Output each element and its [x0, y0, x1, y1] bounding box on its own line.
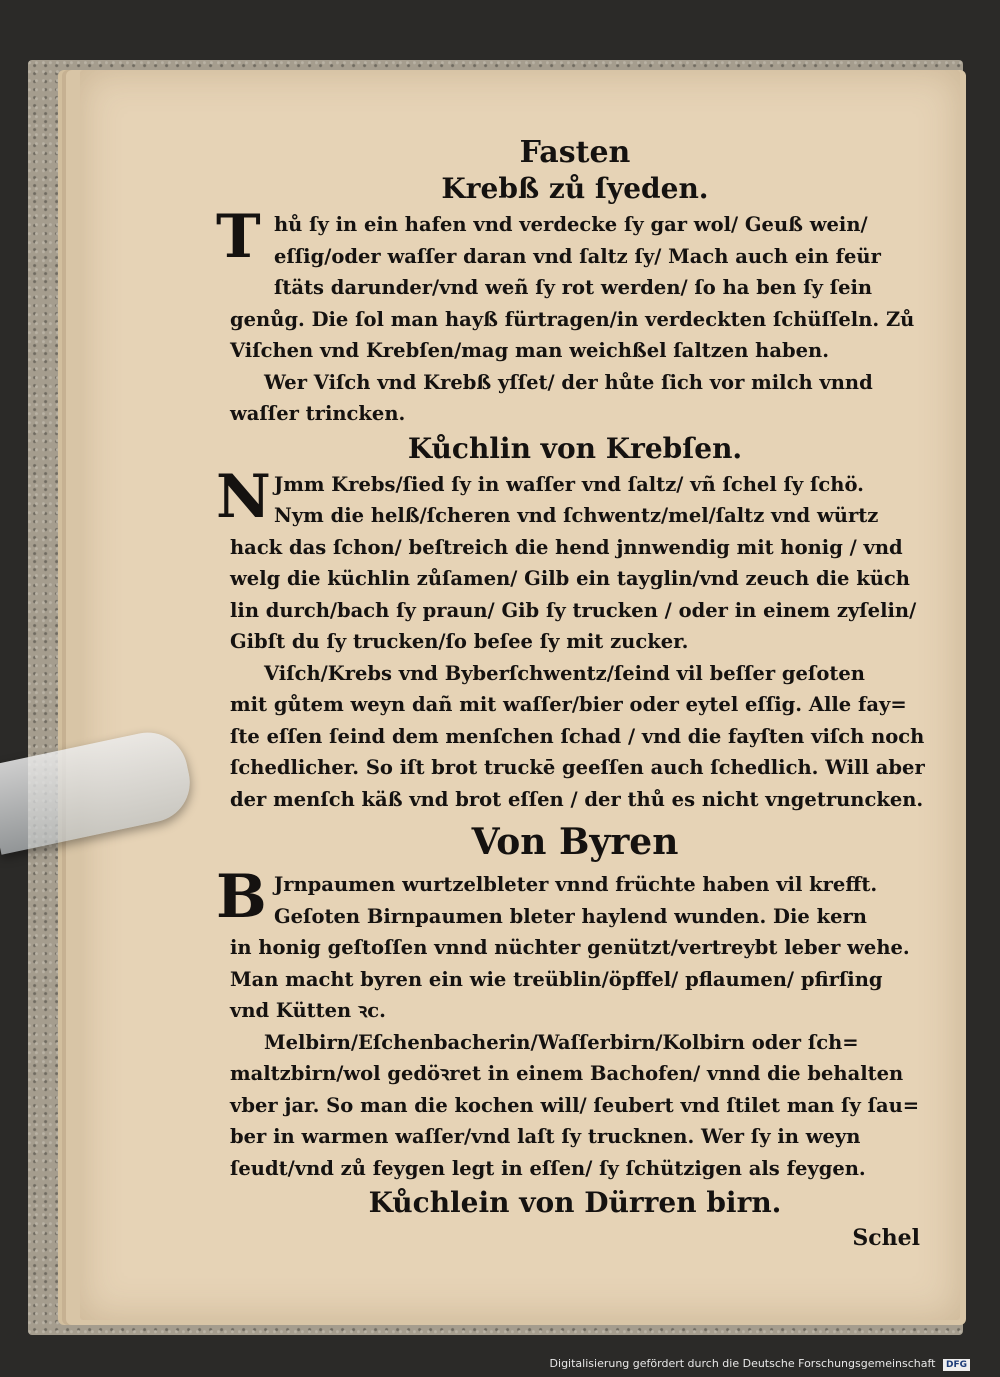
- text-line: welg die küchlin zůſamen/ Gilb ein tayglin/vnd zeuch die küch: [230, 567, 910, 590]
- dfg-logo: DFG: [943, 1359, 970, 1371]
- drop-capital: B: [216, 862, 267, 932]
- paragraph: [216, 862, 920, 1184]
- section-heading: Kůchlein von Dürren birn.: [368, 1186, 782, 1219]
- text-line: Geſoten Birnpaumen bleter haylend wunden. Die kern: [274, 904, 867, 928]
- text-line: Jrnpaumen wurtzelbleter vnnd früchte haben vil krefft.: [274, 873, 878, 896]
- text-line: eſſig/oder waſſer daran vnd ſaltz ſy/ Mach auch ein feür: [274, 244, 881, 268]
- text-line: maltzbirn/wol gedöꝛret in einem Bachofen/ vnnd die behalten: [230, 1062, 904, 1085]
- text-line: Melbirn/Eſchenbacherin/Waſſerbirn/Kolbirn oder ſch=: [264, 1030, 859, 1054]
- text-line: vber jar. So man die kochen will/ ſeubert vnd ſtilet man ſy ſau=: [230, 1093, 920, 1117]
- text-line: mit gůtem weyn dañ mit waſſer/bier oder eytel eſſig. Alle fay=: [230, 693, 907, 716]
- catchword: Schel: [852, 1225, 920, 1251]
- text-line: Viſchen vnd Krebſen/mag man weichßel ſaltzen haben.: [230, 339, 829, 362]
- text-line: Gibſt du ſy trucken/ſo beſee ſy mit zucker.: [230, 630, 689, 653]
- drop-capital: T: [216, 202, 261, 272]
- digitization-credit: [550, 1357, 970, 1371]
- section-heading: Krebß zů ſyeden.: [441, 172, 709, 205]
- page-text: [216, 135, 925, 1251]
- text-line: ſeudt/vnd zů feygen legt in eſſen/ ſy ſchützigen als feygen.: [230, 1156, 866, 1180]
- text-line: hack das ſchon/ beſtreich die hend jnnwendig mit honig / vnd: [230, 535, 903, 559]
- text-line: ſtäts darunder/vnd weñ ſy rot werden/ ſo ha ben ſy ſein: [274, 276, 873, 299]
- text-line: Viſch/Krebs vnd Byberſchwentz/ſeind vil beſſer geſoten: [264, 661, 865, 685]
- paragraph: [216, 202, 920, 430]
- text-line: hů ſy in ein hafen vnd verdecke ſy gar wol/ Geuß wein/: [274, 213, 868, 236]
- text-line: Wer Viſch vnd Krebß yſſet/ der hůte ſich vor milch vnnd: [264, 370, 873, 394]
- text-line: vnd Kütten ꝛc.: [230, 999, 386, 1022]
- text-line: ſte eſſen ſeind dem menſchen ſchad / vnd die fayſten viſch noch: [230, 724, 925, 748]
- text-line: Jmm Krebs/ſied ſy in waſſer vnd ſaltz/ vñ ſchel ſy ſchö.: [274, 472, 864, 496]
- text-line: ber in warmen waſſer/vnd laſt ſy trucknen. Wer ſy in weyn: [230, 1125, 861, 1148]
- text-line: waſſer trincken.: [230, 402, 406, 425]
- running-header: Fasten: [519, 135, 631, 170]
- text-line: Man macht byren ein wie treüblin/öpffel/ pflaumen/ pfirſing: [230, 967, 883, 991]
- drop-capital: N: [216, 461, 271, 532]
- credit-text: Digitalisierung gefördert durch die Deutsche Forschungsgemeinschaft: [549, 1357, 936, 1370]
- text-line: in honig geſtoſſen vnnd nüchter genützt/vertreybt leber wehe.: [230, 936, 910, 959]
- section-heading: Von Byren: [471, 821, 679, 863]
- text-line: lin durch/bach ſy praun/ Gib ſy trucken / oder in einem zyſelin/: [230, 598, 917, 622]
- text-line: der menſch käß vnd brot eſſen / der thů es nicht vngetruncken.: [230, 787, 924, 811]
- text-line: ſchedlicher. So iſt brot truckē geeſſen auch ſchedlich. Will aber: [230, 756, 925, 779]
- text-line: Nym die helß/ſcheren vnd ſchwentz/mel/ſaltz vnd würtz: [274, 504, 879, 527]
- section-heading: Kůchlin von Krebſen.: [407, 431, 743, 465]
- paragraph: [216, 461, 925, 816]
- text-line: genůg. Die ſol man hayß fürtragen/in verdeckten ſchüſſeln. Zů: [230, 307, 915, 331]
